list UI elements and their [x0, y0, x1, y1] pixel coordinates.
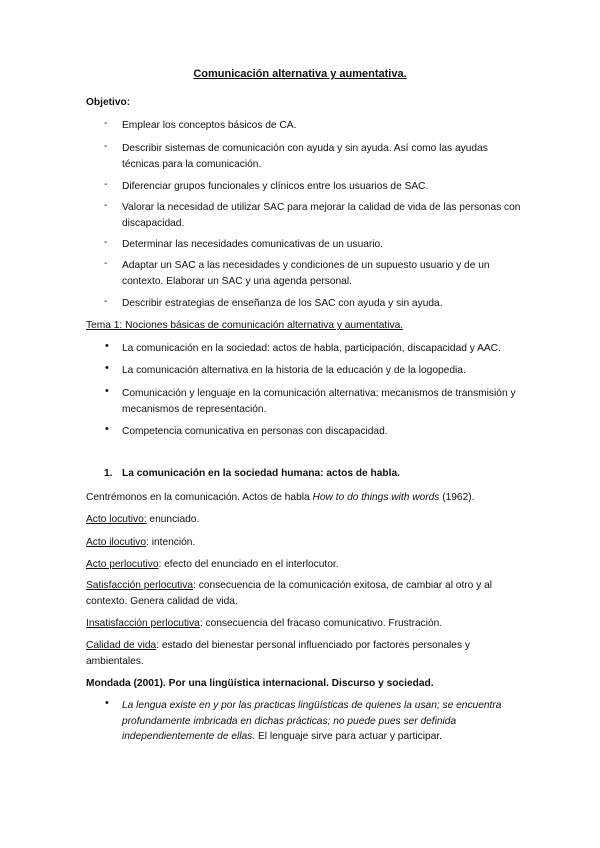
quote-italic: La lengua existe en y por las practicas lingüísticas de quienes la usan; se encuentra profundamente imbricada en dichas prácticas; no puede pues ser definida independientemente de ellas. — [122, 700, 502, 742]
tema-text: Comunicación y lenguaje en la comunicación alternativa: mecanismos de transmisión y mecanismos de representación. — [122, 388, 516, 415]
bullet-marker: • — [105, 423, 109, 435]
dash-marker: - — [104, 296, 108, 307]
objetivo-text: Valorar la necesidad de utilizar SAC para mejorar la calidad de vida de las personas con discapacidad. — [122, 202, 521, 229]
quote-text — [122, 698, 524, 745]
definition-desc: enunciado. — [146, 514, 200, 525]
intro-year: (1962). — [439, 492, 475, 503]
definition-desc: : intención. — [146, 537, 196, 548]
definition-term: Satisfacción perlocutiva — [86, 580, 194, 591]
bullet-marker: • — [105, 340, 109, 352]
objetivo-text: Describir estrategias de enseñanza de los SAC con ayuda y sin ayuda. — [122, 298, 443, 309]
bullet-marker: • — [105, 697, 109, 709]
definition-term: Calidad de vida — [86, 640, 157, 651]
document-title: Comunicación alternativa y aumentativa. — [193, 68, 407, 80]
definition-desc: : consecuencia del fracaso comunicativo. Frustración. — [199, 618, 443, 629]
intro-text: Centrémonos en la comunicación. Actos de habla — [86, 492, 313, 503]
objetivo-text: Emplear los conceptos básicos de CA. — [122, 120, 297, 131]
objetivo-label: Objetivo: — [86, 97, 131, 108]
definition-paragraph — [86, 578, 526, 609]
objetivo-text: Diferenciar grupos funcionales y clínicos entre los usuarios de SAC. — [122, 181, 429, 192]
definition-term: Acto locutivo: — [86, 514, 147, 525]
dash-marker: - — [104, 179, 108, 190]
mondada-heading: Mondada (2001). Por una lingüística internacional. Discurso y sociedad. — [86, 678, 434, 689]
section-number: 1. — [104, 468, 113, 479]
objetivo-text: Adaptar un SAC a las necesidades y condiciones de un supuesto usuario y de un contexto. Elaborar un SAC y una agenda personal. — [122, 260, 490, 287]
dash-marker: - — [104, 118, 108, 129]
definition-paragraph — [86, 535, 526, 551]
dash-marker: - — [104, 237, 108, 248]
definition-term: Acto ilocutivo — [86, 537, 147, 548]
dash-marker: - — [104, 258, 108, 269]
intro-book-title: How to do things with words — [312, 492, 440, 503]
definition-term: Insatisfacción perlocutiva — [86, 618, 200, 629]
tema-heading: Tema 1: Nociones básicas de comunicación alternativa y aumentativa. — [86, 320, 404, 331]
section-title: La comunicación en la sociedad humana: actos de habla. — [122, 468, 400, 479]
bullet-marker: • — [105, 362, 109, 374]
definition-desc: : consecuencia de la comunicación exitosa, de cambiar al otro y al contexto. Genera calidad de vida. — [86, 580, 493, 607]
dash-marker: - — [104, 200, 108, 211]
definition-desc: : efecto del enunciado en el interlocutor. — [158, 559, 339, 570]
dash-marker: - — [104, 141, 108, 152]
definition-paragraph — [86, 512, 526, 528]
objetivo-text: Describir sistemas de comunicación con ayuda y sin ayuda. Así como las ayudas técnicas para la comunicación. — [122, 143, 488, 170]
tema-text: La comunicación en la sociedad: actos de habla, participación, discapacidad y AAC. — [122, 343, 501, 354]
bullet-marker: • — [105, 385, 109, 397]
objetivo-text: Determinar las necesidades comunicativas de un usuario. — [122, 239, 384, 250]
intro-paragraph — [86, 490, 526, 506]
definition-term: Acto perlocutivo — [86, 559, 159, 570]
definition-desc: : estado del bienestar personal influenciado por factores personales y ambientales. — [86, 640, 470, 667]
quote-rest: El lenguaje sirve para actuar y participar. — [255, 731, 442, 742]
definition-paragraph — [86, 616, 526, 632]
definition-paragraph — [86, 638, 526, 669]
tema-text: La comunicación alternativa en la historia de la educación y de la logopedia. — [122, 365, 466, 376]
tema-text: Competencia comunicativa en personas con discapacidad. — [122, 426, 388, 437]
definition-paragraph — [86, 557, 526, 573]
